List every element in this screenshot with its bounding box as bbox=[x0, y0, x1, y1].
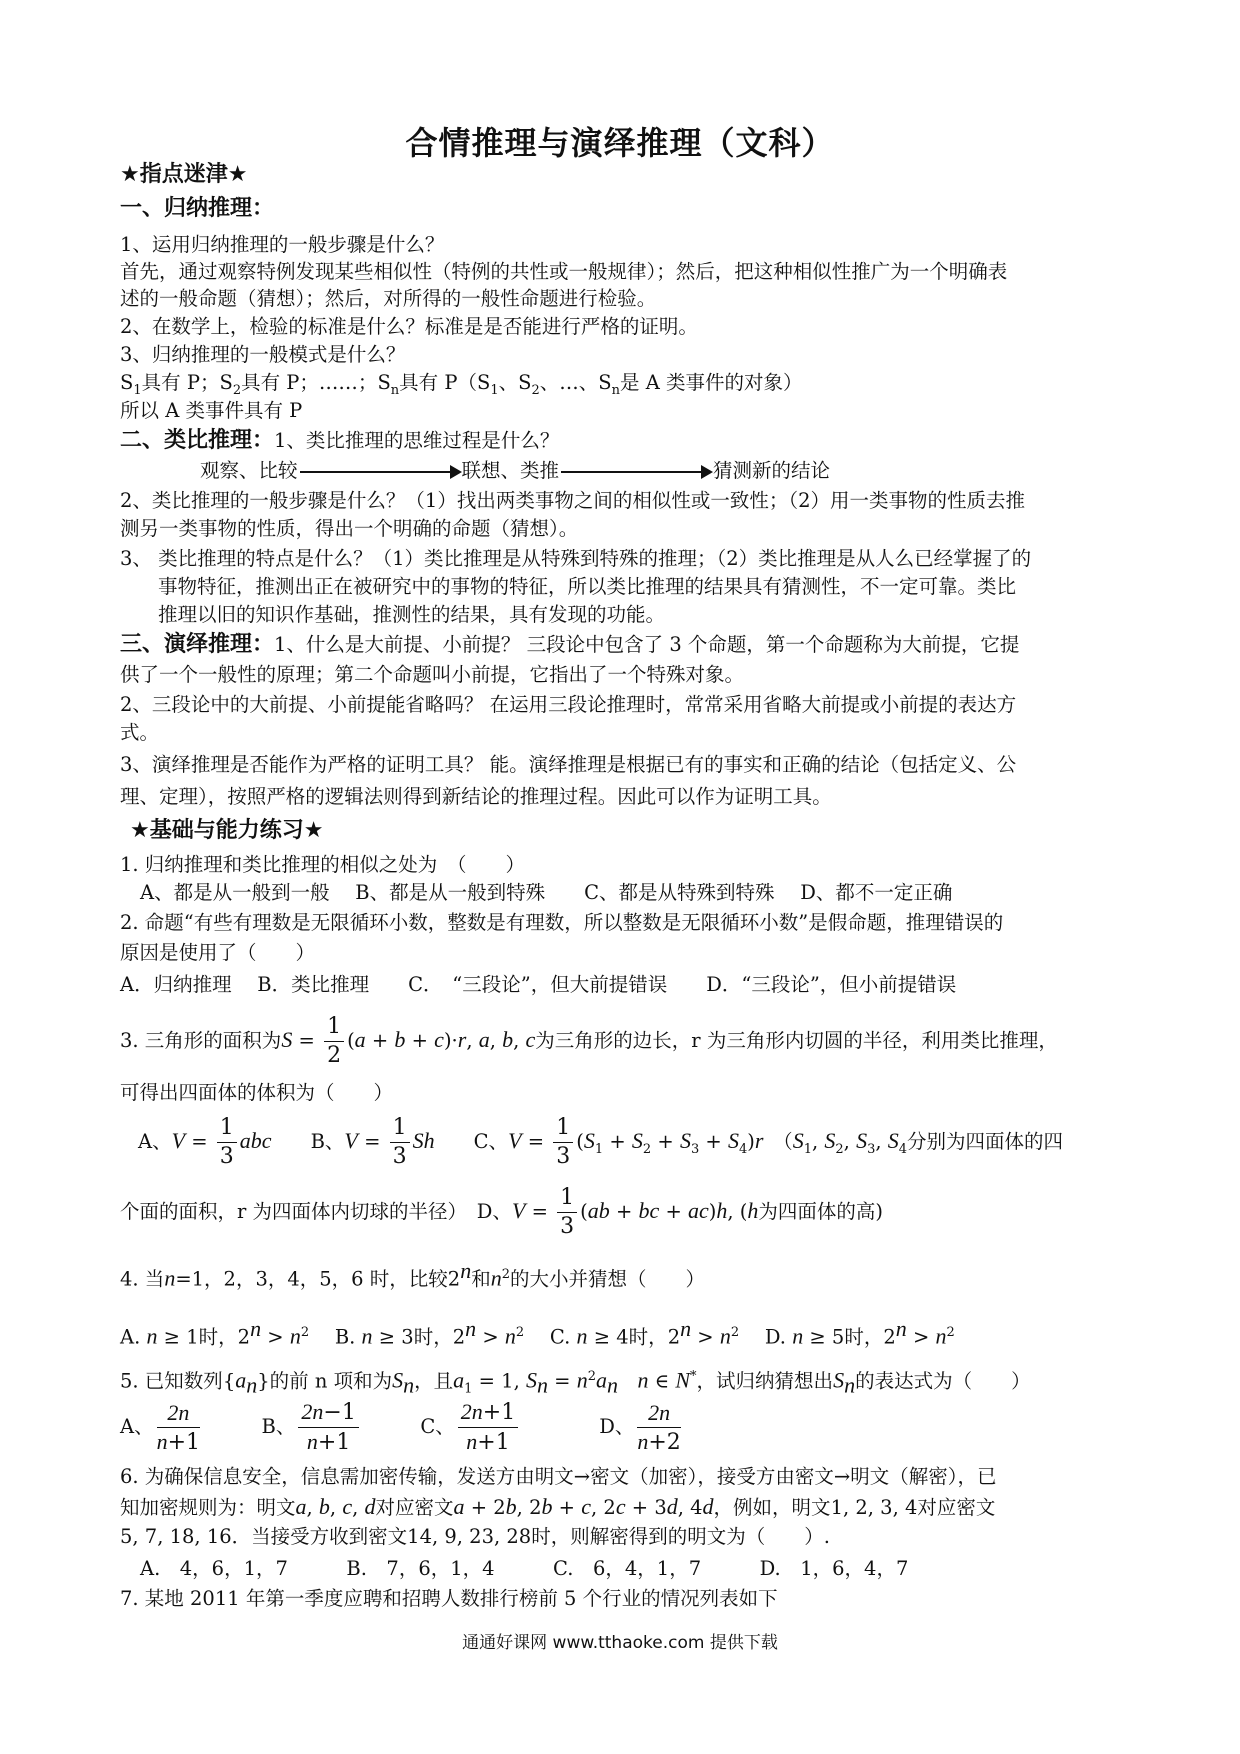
section-analogy-line bbox=[120, 428, 1130, 454]
section-deduction-heading: 三、演绎推理： bbox=[120, 632, 275, 657]
p5-stem-e: 的表达式为（ ） bbox=[855, 1369, 1031, 1393]
deduction-q3-line2: 理、定理），按照严格的逻辑法则得到新结论的推理过程。因此可以作为证明工具。 bbox=[120, 785, 832, 808]
p3-line3-text: 个面的面积，r 为四面体内切球的半径） bbox=[120, 1200, 458, 1223]
p4-option-c-label: C. bbox=[549, 1325, 571, 1349]
p5-stem-c: ，且 bbox=[414, 1369, 454, 1393]
problem-2-stem-line2: 原因是使用了（ ） bbox=[120, 941, 316, 964]
analogy-q1: 1、类比推理的思维过程是什么？ bbox=[274, 429, 560, 452]
problem-1-options: A、都是从一般到一般 B、都是从一般到特殊 C、都是从特殊到特殊 D、都不一定正确 bbox=[140, 881, 953, 904]
p6-line3-b: 时，则解密得到的明文为（ ）. bbox=[531, 1525, 830, 1548]
deduction-q1-line1: 1、什么是大前提、小前提？ 三段论中包含了 3 个命题，第一个命题称为大前提，它提 bbox=[274, 633, 1020, 656]
pattern-c: 具有 P（ bbox=[399, 371, 477, 394]
p3-option-d-label: D、 bbox=[476, 1200, 512, 1223]
flow-step-conjecture: 猜测新的结论 bbox=[713, 459, 831, 482]
section-analogy-heading: 二、类比推理： bbox=[120, 428, 275, 453]
page-title: 合情推理与演绎推理（文科） bbox=[405, 124, 835, 162]
p5-option-c-label: C、 bbox=[420, 1415, 455, 1438]
p4-stem-c: 和 bbox=[471, 1267, 491, 1291]
problem-4-options: A. n ≥ 1时，$2^n > n^2$ B. n ≥ 3时，$2^n > n^2$ C. n ≥ 4时，$2^n > n^2$ D. n ≥ 5时，$2^n > n^2$ bbox=[120, 1316, 955, 1349]
p6-line2-d: 对应密文 bbox=[917, 1496, 996, 1519]
deduction-q2-line1: 2、三段论中的大前提、小前提能省略吗？ 在运用三段论推理时，常常采用省略大前提或小前提的表达方 bbox=[120, 693, 1017, 716]
footer-source: 通通好课网 www.tthaoke.com 提供下载 bbox=[462, 1633, 778, 1653]
flow-step-observe: 观察、比较 bbox=[200, 459, 298, 482]
flow-arrow-1 bbox=[300, 471, 460, 473]
induction-a1-line1: 首先，通过观察特例发现某些相似性（特例的共性或一般规律）；然后，把这种相似性推广为一个明确表 bbox=[120, 260, 1008, 283]
p5-stem-d: ，试归纳猜想出 bbox=[696, 1369, 834, 1393]
flow-arrow-2 bbox=[561, 471, 711, 473]
p6-line3-a: ．当接受方收到密文 bbox=[231, 1525, 408, 1548]
p4-option-b-label: B. bbox=[334, 1325, 356, 1349]
analogy-q2-line2: 测另一类事物的性质，得出一个明确的命题（猜想）。 bbox=[120, 517, 579, 540]
induction-q2: 2、在数学上，检验的标准是什么？标准是是否能进行严格的证明。 bbox=[120, 315, 698, 338]
deduction-q1-line2: 供了一个一般性的原理；第二个命题叫小前提，它指出了一个特殊对象。 bbox=[120, 663, 745, 686]
fraction-half: $\frac{1}{2}$ bbox=[324, 1013, 344, 1070]
p4-when-a: 时， bbox=[198, 1325, 238, 1349]
guide-heading: ★指点迷津★ bbox=[120, 162, 248, 187]
p6-line2-b: 对应密文 bbox=[375, 1496, 454, 1519]
pattern-b: 具有 P；……； bbox=[241, 371, 378, 394]
p4-stem-d: 的大小并猜想（ ） bbox=[510, 1267, 706, 1291]
p5-stem-b: 的前 n 项和为 bbox=[269, 1369, 393, 1393]
problem-6-line1: 6. 为确保信息安全，信息需加密传输，发送方由明文→密文（加密），接受方由密文→明文（解密），已 bbox=[120, 1465, 997, 1488]
induction-conclusion: 所以 A 类事件具有 P bbox=[120, 399, 303, 422]
problem-3-stem: 3. 三角形的面积为S = $\frac{1}{2}$ (a + b + c)·r, a, b, c为三角形的边长，r 为三角形内切圆的半径，利用类比推理， bbox=[120, 1014, 1058, 1068]
problem-3-stem-a: 3. 三角形的面积为 bbox=[120, 1029, 282, 1052]
problem-5-stem: 5. 已知数列$\{a_n\}$的前 n 项和为$S_n$，且$a_1 = 1$, $S_n = n^2a_n$ n ∈ N*，试归纳猜想出$S_n$的表达式为（ ） bbox=[120, 1367, 1031, 1398]
problem-5-options: A、 $\frac{2n}{n+1}$ B、 $\frac{2n-1}{n+1}$ C、 $\frac{2n+1}{n+1}$ D、 $\frac{2n}{n+2}$ bbox=[120, 1399, 681, 1455]
p3-option-a-label: A、 bbox=[138, 1130, 172, 1153]
p4-when-c: 时， bbox=[628, 1325, 668, 1349]
p3-option-d-note: 为四面体的高) bbox=[758, 1200, 884, 1223]
problem-7-stem: 7. 某地 2011 年第一季度应聘和招聘人数排行榜前 5 个行业的情况列表如下 bbox=[120, 1587, 778, 1610]
analogy-q3-line3: 推理以旧的知识作基础，推测性的结果，具有发现的功能。 bbox=[158, 603, 666, 626]
practice-heading: ★基础与能力练习★ bbox=[130, 818, 324, 843]
section-deduction-line bbox=[120, 632, 1130, 658]
problem-6-line2: 知加密规则为：明文a, b, c, d对应密文a + 2b, 2b + c, 2c + 3d, 4d，例如，明文1, 2, 3, 4对应密文 bbox=[120, 1494, 996, 1519]
problem-3-stem-b: 为三角形的边长，r 为三角形内切圆的半径，利用类比推理， bbox=[535, 1029, 1058, 1052]
pattern-d: 是 A 类事件的对象） bbox=[620, 371, 803, 394]
p6-line2-a: 知加密规则为：明文 bbox=[120, 1496, 296, 1519]
problem-2-stem-line1: 2. 命题“有些有理数是无限循环小数，整数是有理数，所以整数是无限循环小数”是假命题，推理错误的 bbox=[120, 911, 1004, 934]
p4-stem-a: 4. 当 bbox=[120, 1267, 165, 1291]
problem-6-line3: 5, 7, 18, 16．当接受方收到密文14, 9, 23, 28时，则解密得到的明文为（ ）. bbox=[120, 1525, 830, 1548]
pattern-a: 具有 P； bbox=[141, 371, 220, 394]
section-induction-heading: 一、归纳推理： bbox=[120, 196, 275, 221]
problem-3-options-abc: A、V = $\frac{1}{3}$ abc B、V = $\frac{1}{3}$ Sh C、V = $\frac{1}{3}$ $(S_1 + S_2 + S_3 + S_4)r$ （$S_1$, $S_2$, $S_3$, $S_4$分别为四面体的四 bbox=[138, 1115, 1064, 1169]
induction-a1-line2: 述的一般命题（猜想）；然后，对所得的一般性命题进行检验。 bbox=[120, 287, 657, 310]
p6-line2-c: ，例如，明文 bbox=[713, 1496, 831, 1519]
p3-option-b-label: B、 bbox=[310, 1130, 345, 1153]
induction-q3: 3、归纳推理的一般模式是什么？ bbox=[120, 343, 406, 366]
p5-option-a-label: A、 bbox=[120, 1415, 154, 1438]
p4-when-b: 时， bbox=[413, 1325, 453, 1349]
problem-1-stem: 1. 归纳推理和类比推理的相似之处为 （ ） bbox=[120, 853, 526, 876]
deduction-q2-line2: 式。 bbox=[120, 721, 160, 744]
p4-when-d: 时， bbox=[844, 1325, 884, 1349]
p4-option-d-label: D. bbox=[764, 1325, 786, 1349]
problem-6-options: A. 4，6，1，7 B. 7，6，1，4 C. 6，4，1，7 D. 1，6，4，7 bbox=[140, 1557, 909, 1580]
analogy-flow bbox=[200, 458, 1210, 484]
induction-pattern: $S_1$具有 P；$S_2$具有 P；……；$S_n$具有 $P(S_1$、$S_2$、…、$S_n$是 A 类事件的对象） bbox=[120, 371, 803, 398]
p5-option-d-label: D、 bbox=[599, 1415, 635, 1438]
problem-4-stem: 4. 当n=1，2，3，4，5，6 时，比较2$^n$和$n^2$的大小并猜想（ ） bbox=[120, 1258, 706, 1291]
analogy-q3-line1: 3、 类比推理的特点是什么？（1）类比推理是从特殊到特殊的推理；（2）类比推理是从人么已经掌握了的 bbox=[120, 547, 1032, 570]
p3-option-c-note: 分别为四面体的四 bbox=[907, 1130, 1064, 1153]
p3-option-c-label: C、 bbox=[473, 1130, 509, 1153]
p4-stem-b: =1，2，3，4，5，6 时，比较 bbox=[175, 1267, 448, 1291]
deduction-q3-line1: 3、演绎推理是否能作为严格的证明工具？ 能。演绎推理是根据已有的事实和正确的结论（包括定义、公 bbox=[120, 753, 1017, 776]
analogy-q2-line1: 2、类比推理的一般步骤是什么？（1）找出两类事物之间的相似性或一致性；（2）用一类事物的性质去推 bbox=[120, 489, 1025, 512]
p5-option-b-label: B、 bbox=[261, 1415, 296, 1438]
p5-stem-a: 5. 已知数列 bbox=[120, 1369, 223, 1393]
problem-2-options: A．归纳推理 B．类比推理 C． “三段论”，但大前提错误 D．“三段论”，但小前提错误 bbox=[120, 973, 957, 996]
problem-3-stem-line2: 可得出四面体的体积为（ ） bbox=[120, 1081, 394, 1104]
flow-step-associate: 联想、类推 bbox=[461, 459, 560, 482]
analogy-q3-line2: 事物特征，推测出正在被研究中的事物的特征，所以类比推理的结果具有猜测性，不一定可靠。类比 bbox=[158, 575, 1017, 598]
induction-q1: 1、运用归纳推理的一般步骤是什么？ bbox=[120, 233, 445, 256]
p4-option-a-label: A. bbox=[120, 1325, 141, 1349]
problem-3-line3: 个面的面积，r 为四面体内切球的半径） D、V = $\frac{1}{3}$ (ab + bc + ac)h, (h为四面体的高) bbox=[120, 1185, 884, 1239]
